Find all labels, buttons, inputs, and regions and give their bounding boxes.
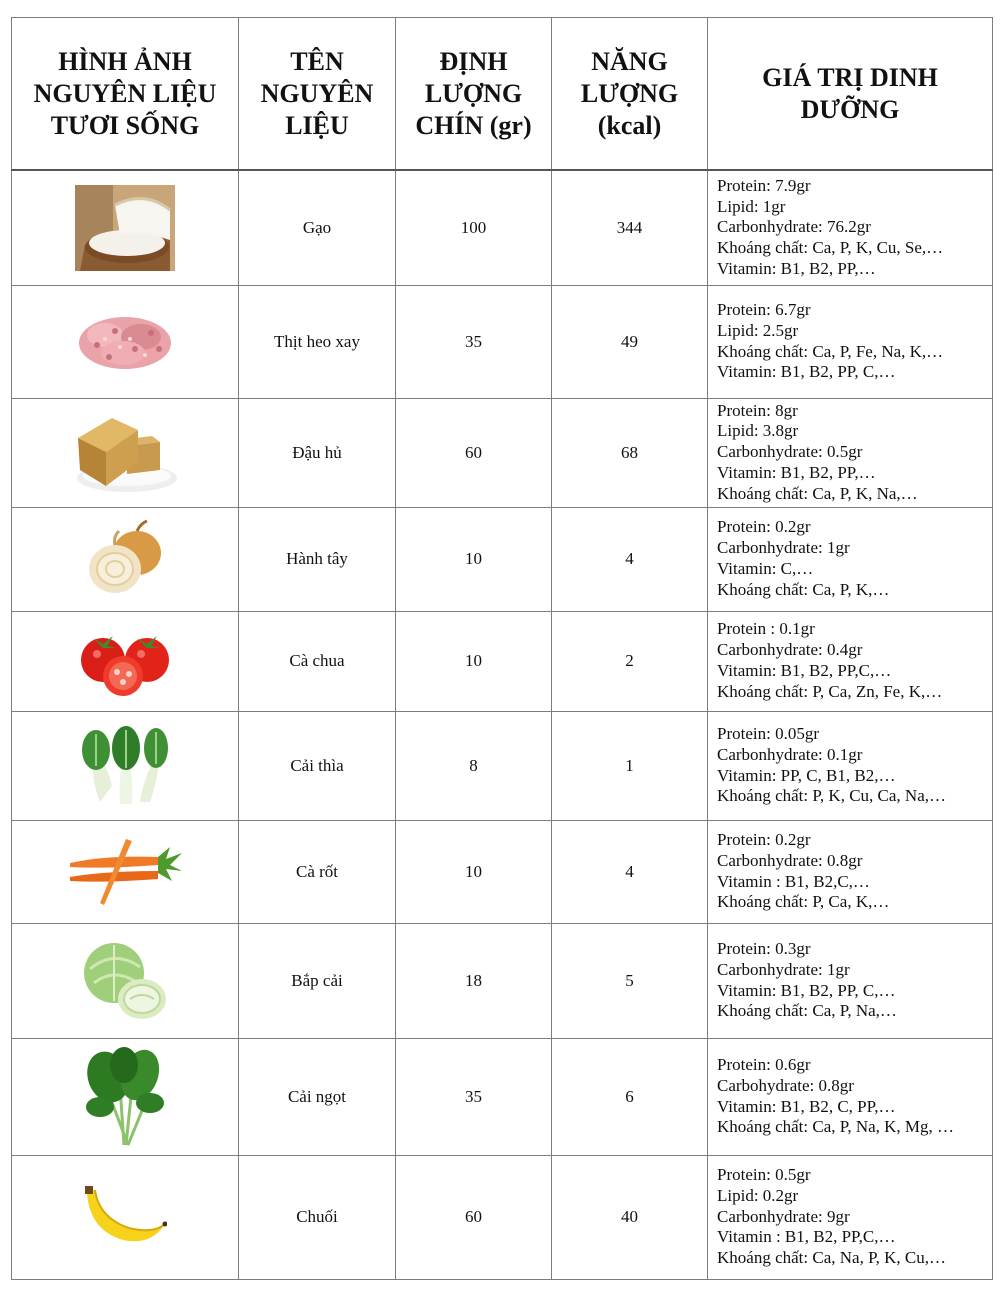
header-line: NGUYÊN	[260, 78, 374, 108]
nutrition-line: Protein: 7.9gr	[717, 175, 811, 195]
nutrition-line: Protein: 0.3gr	[717, 938, 811, 958]
energy-kcal: 4	[552, 820, 708, 923]
header-line: HÌNH ẢNH	[58, 46, 192, 76]
onion-image	[85, 548, 165, 567]
cooked-amount: 8	[396, 711, 552, 820]
nutrition-line: Vitamin: B1, B2, PP,…	[717, 462, 876, 482]
nutrition-line: Carbonhydrate: 0.8gr	[717, 850, 863, 870]
energy-kcal: 40	[552, 1155, 708, 1279]
energy-kcal: 4	[552, 507, 708, 611]
nutrition-line: Protein: 0.2gr	[717, 517, 811, 537]
ingredient-image-cell	[12, 820, 239, 923]
nutrition-line: Vitamin : B1, B2, PP,C,…	[717, 1227, 896, 1247]
ingredient-name: Cải thìa	[239, 711, 396, 820]
header-line: NGUYÊN LIỆU	[33, 78, 217, 108]
energy-kcal: 1	[552, 711, 708, 820]
carrot-image	[66, 860, 184, 879]
header-line: CHÍN (gr)	[415, 110, 532, 140]
ingredient-name: Đậu hủ	[239, 398, 396, 507]
nutrition-line: Carbonhydrate: 0.1gr	[717, 744, 863, 764]
header-line: TÊN	[290, 46, 344, 76]
nutrition-line: Vitamin: B1, B2, PP, C,…	[717, 980, 896, 1000]
table-row	[12, 820, 993, 923]
nutrition-line: Carbonhydrate: 9gr	[717, 1206, 850, 1226]
nutrition-values	[708, 1155, 993, 1279]
ground-pork-image	[75, 330, 175, 349]
cooked-amount: 10	[396, 611, 552, 711]
table-row	[12, 398, 993, 507]
ingredient-name: Chuối	[239, 1155, 396, 1279]
nutrition-line: Protein: 0.05gr	[717, 723, 819, 743]
nutrition-line: Lipid: 0.2gr	[717, 1185, 799, 1205]
tomato-image	[77, 650, 173, 669]
table-body	[12, 170, 993, 1279]
nutrition-line: Khoáng chất: Ca, P, Fe, Na, K,…	[717, 341, 944, 361]
nutrition-line: Protein: 8gr	[717, 400, 798, 420]
nutrition-line: Khoáng chất: Ca, P, Na, K, Mg, …	[717, 1117, 955, 1137]
nutrition-line: Carbonhydrate: 1gr	[717, 538, 850, 558]
nutrition-values	[708, 285, 993, 398]
cooked-amount: 35	[396, 1038, 552, 1155]
cooked-amount: 100	[396, 170, 552, 285]
energy-kcal: 68	[552, 398, 708, 507]
header-image	[12, 18, 239, 171]
nutrition-values	[708, 611, 993, 711]
ingredient-name: Bắp cải	[239, 923, 396, 1038]
ingredient-image-cell	[12, 398, 239, 507]
header-line: ĐỊNH	[439, 46, 508, 76]
nutrition-line: Khoáng chất: P, Ca, K,…	[717, 892, 890, 912]
ingredient-image-cell	[12, 711, 239, 820]
ingredient-image-cell	[12, 1038, 239, 1155]
table-row	[12, 711, 993, 820]
nutrition-line: Protein: 0.6gr	[717, 1054, 811, 1074]
bok-choy-image	[80, 754, 170, 773]
nutrition-line: Vitamin: C,…	[717, 559, 814, 578]
table-row	[12, 285, 993, 398]
energy-kcal: 2	[552, 611, 708, 711]
nutrition-line: Carbonhydrate: 76.2gr	[717, 217, 871, 237]
cooked-amount: 60	[396, 398, 552, 507]
nutrition-line: Vitamin : B1, B2,C,…	[717, 871, 870, 891]
nutrition-line: Protein: 6.7gr	[717, 299, 811, 319]
header-line: (kcal)	[597, 110, 662, 140]
nutrition-values	[708, 711, 993, 820]
ingredient-name: Cải ngọt	[239, 1038, 396, 1155]
ingredient-name: Hành tây	[239, 507, 396, 611]
nutrition-line: Protein: 0.2gr	[717, 829, 811, 849]
nutrition-line: Lipid: 2.5gr	[717, 320, 799, 340]
nutrition-table	[11, 17, 993, 1280]
header-line: TƯƠI SỐNG	[50, 110, 200, 140]
nutrition-line: Protein: 0.5gr	[717, 1165, 811, 1184]
header-name	[239, 18, 396, 171]
table-row	[12, 1038, 993, 1155]
banana-image	[83, 1206, 167, 1225]
nutrition-line: Khoáng chất: Ca, P, Na,…	[717, 1001, 897, 1021]
ingredient-name: Thịt heo xay	[239, 285, 396, 398]
nutrition-line: Vitamin: B1, B2, PP, C,…	[717, 362, 896, 382]
nutrition-line: Khoáng chất: P, Ca, Zn, Fe, K,…	[717, 681, 943, 701]
header-line: DƯỠNG	[800, 94, 900, 124]
cooked-amount: 10	[396, 820, 552, 923]
header-nutrition	[708, 18, 993, 171]
ingredient-image-cell	[12, 1155, 239, 1279]
nutrition-line: Protein : 0.1gr	[717, 619, 815, 639]
table-row	[12, 923, 993, 1038]
header-row	[12, 18, 993, 171]
cooked-amount: 10	[396, 507, 552, 611]
nutrition-values	[708, 170, 993, 285]
nutrition-line: Carbohydrate: 0.8gr	[717, 1075, 854, 1095]
ingredient-name: Gạo	[239, 170, 396, 285]
nutrition-values	[708, 1038, 993, 1155]
nutrition-line: Khoáng chất: Ca, Na, P, K, Cu,…	[717, 1248, 947, 1268]
ingredient-image-cell	[12, 285, 239, 398]
nutrition-line: Vitamin: B1, B2, C, PP,…	[717, 1096, 896, 1116]
cabbage-image	[80, 969, 170, 988]
table-row	[12, 1155, 993, 1279]
energy-kcal: 6	[552, 1038, 708, 1155]
table-row	[12, 507, 993, 611]
energy-kcal: 49	[552, 285, 708, 398]
header-line: LƯỢNG	[580, 78, 679, 108]
cooked-amount: 35	[396, 285, 552, 398]
ingredient-image-cell	[12, 923, 239, 1038]
table-row	[12, 170, 993, 285]
cooked-amount: 60	[396, 1155, 552, 1279]
nutrition-line: Vitamin: PP, C, B1, B2,…	[717, 765, 896, 785]
header-line: LƯỢNG	[424, 78, 523, 108]
cooked-amount: 18	[396, 923, 552, 1038]
ingredient-image-cell	[12, 507, 239, 611]
ingredient-name: Cà rốt	[239, 820, 396, 923]
header-line: LIỆU	[285, 110, 349, 140]
nutrition-line: Lipid: 1gr	[717, 196, 786, 216]
nutrition-line: Khoáng chất: P, K, Cu, Ca, Na,…	[717, 786, 947, 806]
rice-image	[75, 217, 175, 236]
nutrition-values	[708, 507, 993, 611]
energy-kcal: 344	[552, 170, 708, 285]
nutrition-line: Carbonhydrate: 0.5gr	[717, 442, 863, 462]
nutrition-line: Lipid: 3.8gr	[717, 421, 799, 441]
ingredient-name: Cà chua	[239, 611, 396, 711]
ingredient-image-cell	[12, 611, 239, 711]
header-line: GIÁ TRỊ DINH	[762, 62, 938, 92]
table-row	[12, 611, 993, 711]
choy-sum-image	[80, 1085, 170, 1104]
ingredient-image-cell	[12, 170, 239, 285]
header-energy	[552, 18, 708, 171]
header-amount	[396, 18, 552, 171]
nutrition-values	[708, 923, 993, 1038]
nutrition-line: Carbonhydrate: 1gr	[717, 959, 850, 979]
nutrition-line: Khoáng chất: Ca, P, K,…	[717, 579, 890, 599]
nutrition-line: Vitamin: B1, B2, PP,…	[717, 258, 876, 278]
nutrition-line: Carbonhydrate: 0.4gr	[717, 640, 863, 660]
nutrition-line: Khoáng chất: Ca, P, K, Na,…	[717, 483, 918, 503]
nutrition-line: Vitamin: B1, B2, PP,C,…	[717, 661, 892, 680]
tofu-image	[72, 441, 178, 460]
header-line: NĂNG	[591, 46, 668, 76]
nutrition-values	[708, 820, 993, 923]
nutrition-values	[708, 398, 993, 507]
nutrition-line: Khoáng chất: Ca, P, K, Cu, Se,…	[717, 238, 944, 258]
energy-kcal: 5	[552, 923, 708, 1038]
